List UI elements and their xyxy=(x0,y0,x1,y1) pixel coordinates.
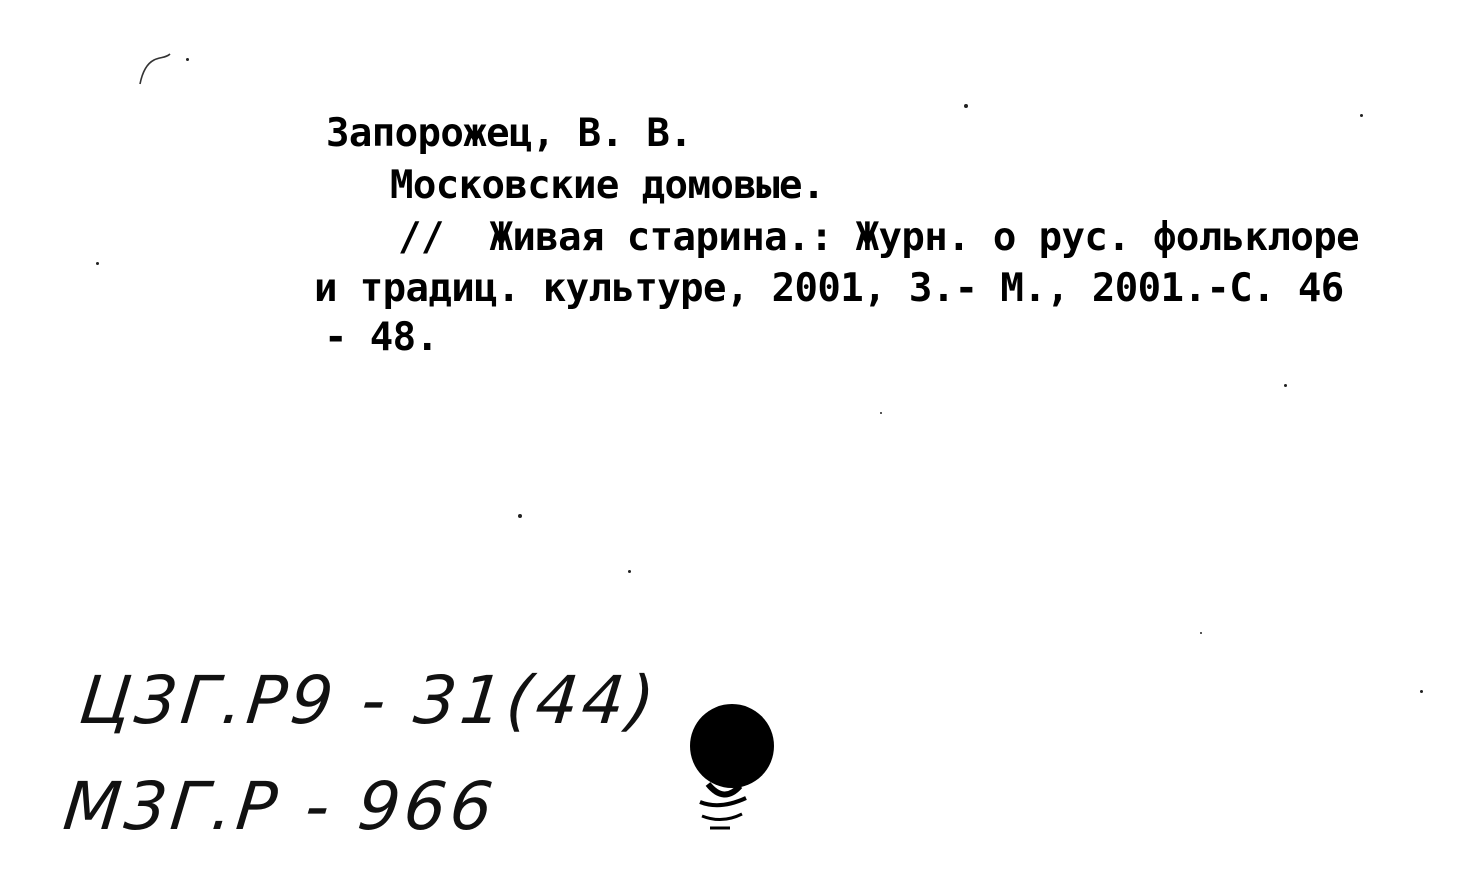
scan-speck xyxy=(964,104,968,108)
shelfmark-2: М3Г.Р - 966 xyxy=(59,768,501,845)
shelfmark-1: Ц3Г.Р9 - 31(44) xyxy=(75,662,663,739)
publication-line: и традиц. культуре, 2001, 3.- М., 2001.-С. 46 xyxy=(314,266,1344,311)
scan-speck xyxy=(1360,114,1363,117)
scan-speck xyxy=(518,514,522,518)
scan-speck xyxy=(1284,384,1287,387)
title-line: Московские домовые. xyxy=(390,163,825,208)
scan-speck xyxy=(1420,690,1423,693)
scan-speck xyxy=(1200,632,1202,634)
pencil-mark xyxy=(136,44,186,88)
punch-hole-residue xyxy=(694,780,754,836)
scan-speck xyxy=(96,262,99,265)
punch-hole xyxy=(690,704,774,788)
scan-speck xyxy=(628,570,631,573)
pages-line: - 48. xyxy=(324,315,439,360)
author-line: Запорожец, В. В. xyxy=(326,111,693,156)
scan-speck xyxy=(880,412,882,414)
source-line: // Живая старина.: Журн. о рус. фольклоре xyxy=(398,215,1359,260)
scan-speck xyxy=(186,58,189,61)
